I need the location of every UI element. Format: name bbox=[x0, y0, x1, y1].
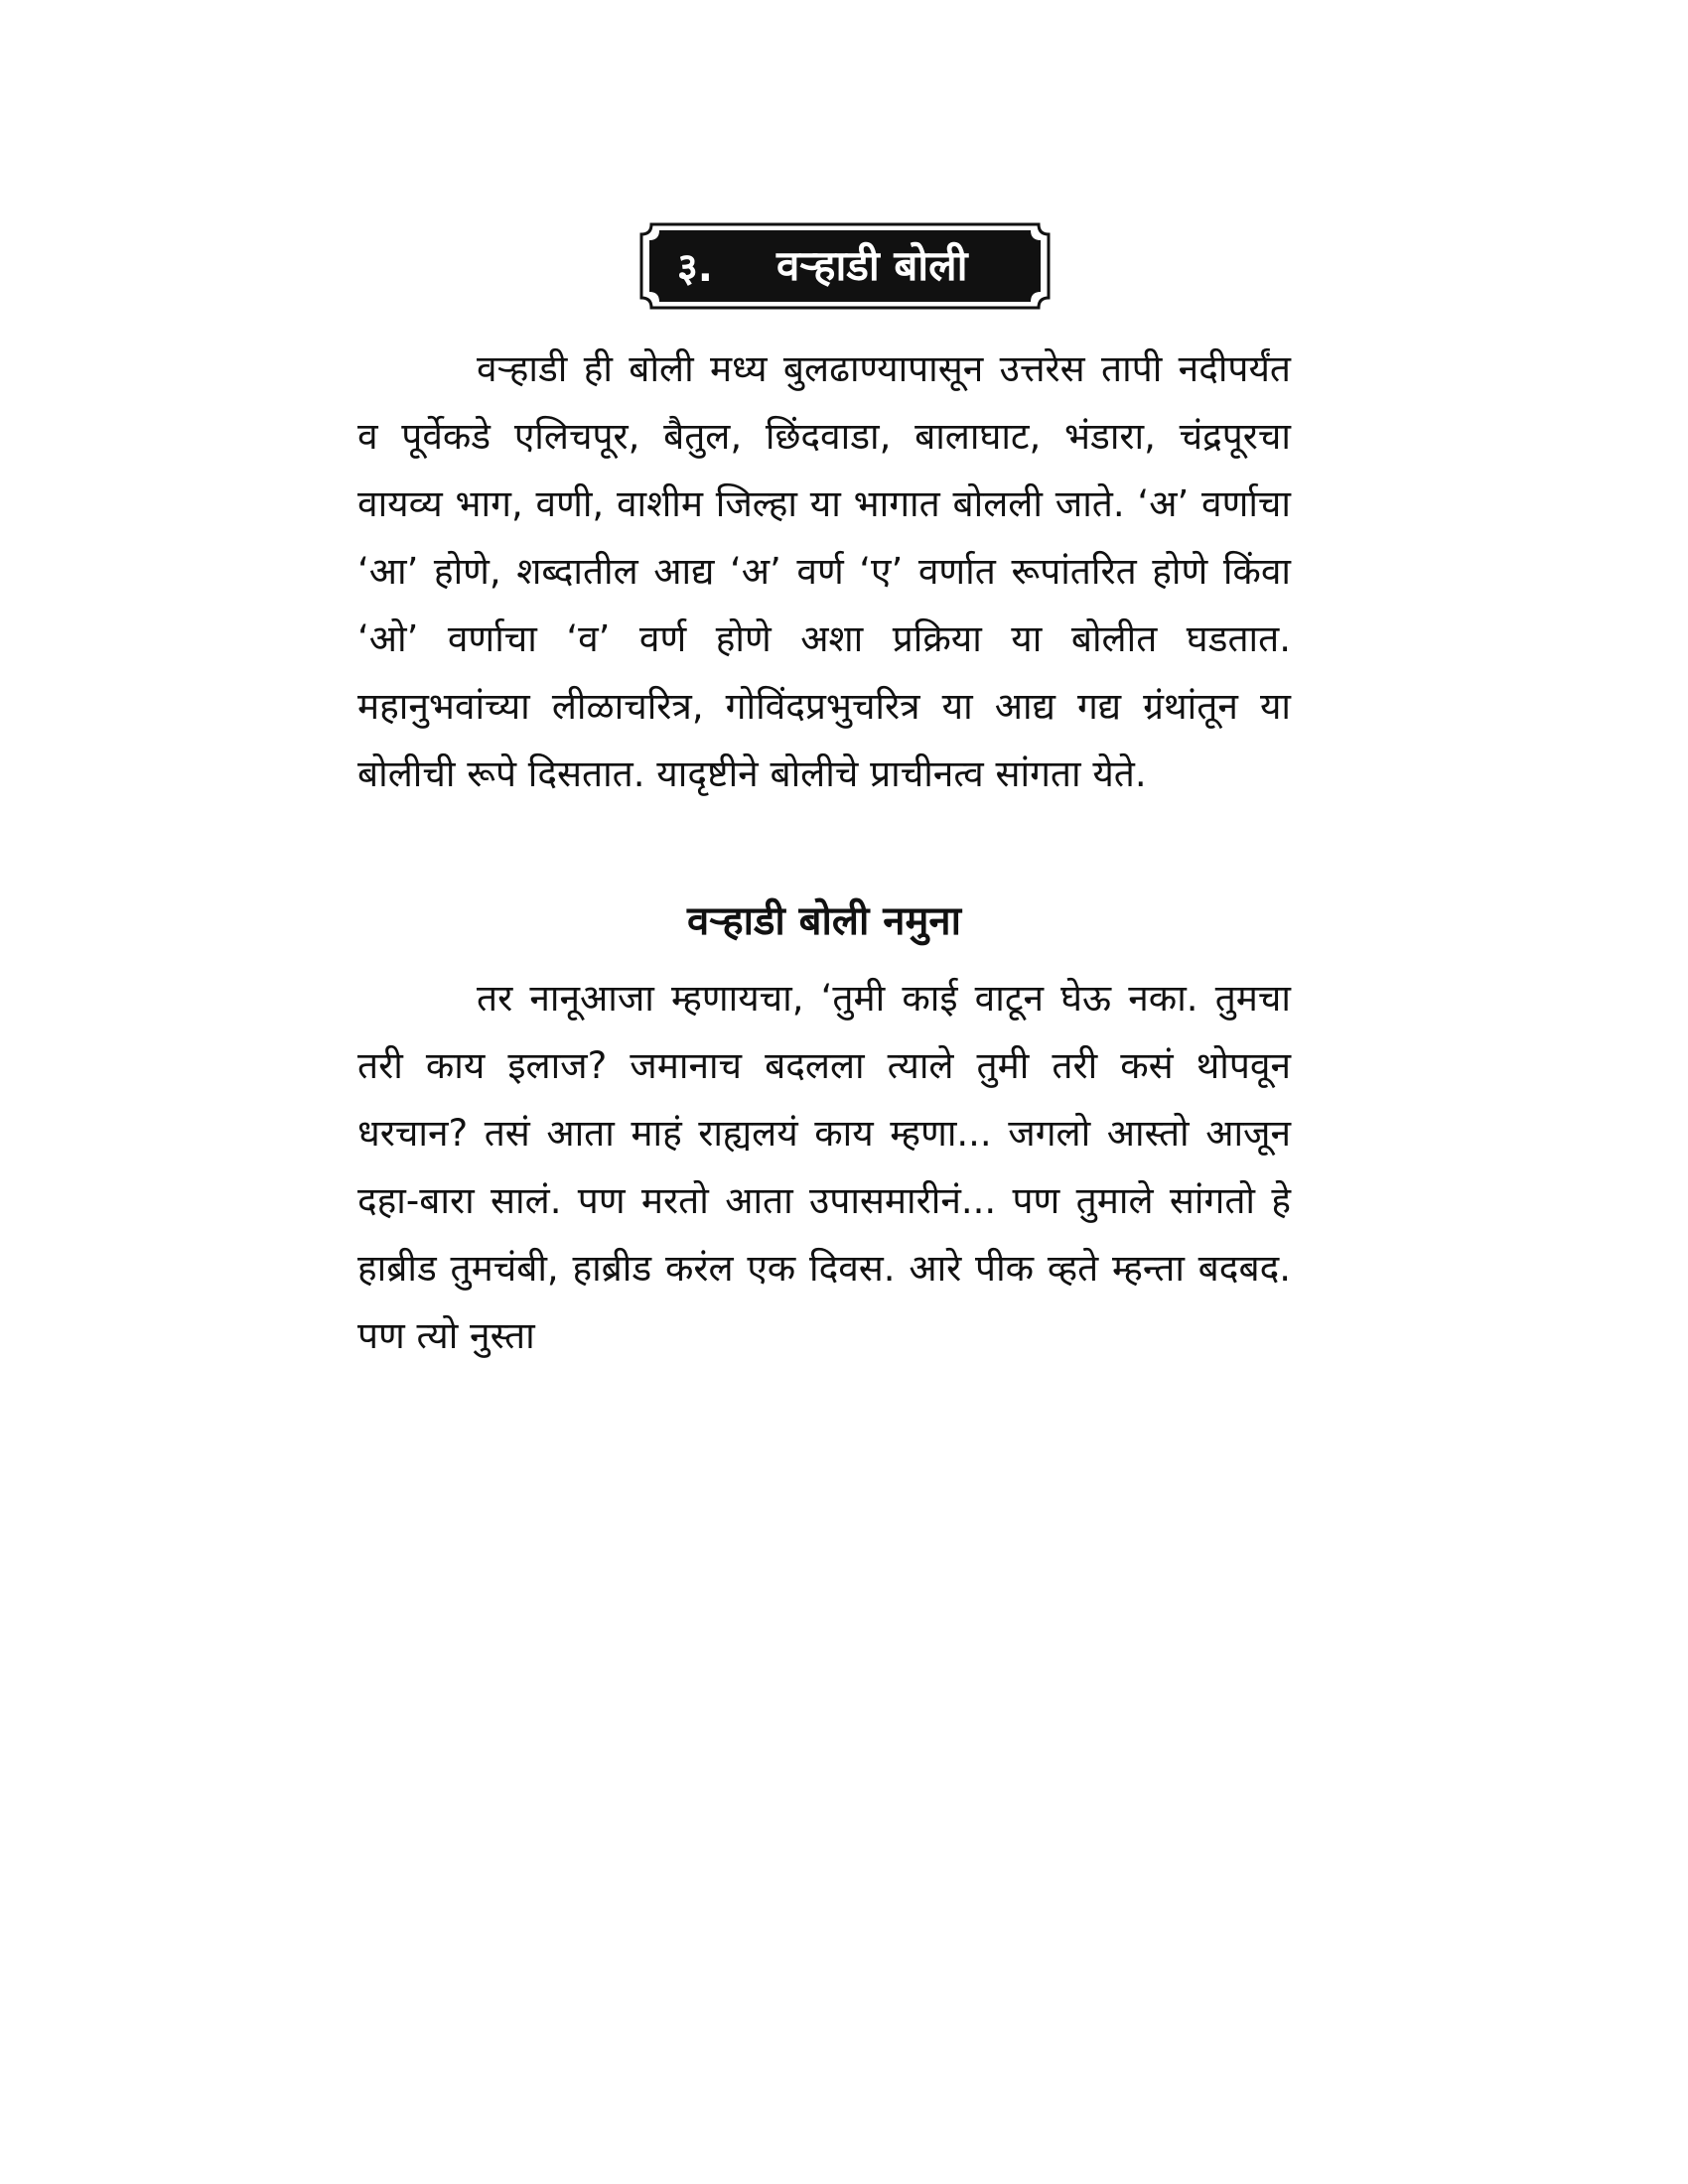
sample-paragraph: तर नानूआजा म्हणायचा, ‘तुमी काई वाटून घेऊ नका. तुमचा तरी काय इलाज? जमानाच बदलला त्याले तुमी तरी कसं थोपवून धरचान? तसं आता माहं राह्यलयं काय म्हणा... जगलो आस्तो आजून दहा-बारा सालं. पण मरतो आता उपासमारीनं... पण तुमाले सांगतो हे हाब्रीड तुमचंबी, हाब्रीड करंल एक दिवस. आरे पीक व्हते म्हन्ता बदबद. पण त्यो नुस्ता bbox=[357, 977, 1291, 1357]
chapter-heading-plaque bbox=[637, 220, 1053, 312]
intro-paragraph: वऱ्हाडी ही बोली मध्य बुलढाण्यापासून उत्तरेस तापी नदीपर्यंत व पूर्वेकडे एलिचपूर, बैतुल, छिंदवाडा, बालाघाट, भंडारा, चंद्रपूरचा वायव्य भाग, वणी, वाशीम जिल्हा या भागात बोलली जाते. ‘अ’ वर्णाचा ‘आ’ होणे, शब्दातील आद्य ‘अ’ वर्ण ‘ए’ वर्णात रूपांतरित होणे किंवा ‘ओ’ वर्णाचा ‘व’ वर्ण होणे अशा प्रक्रिया या बोलीत घडतात. महानुभवांच्या लीळाचरित्र, गोविंदप्रभुचरित्र या आद्य गद्य ग्रंथांतून या बोलीची रूपे दिसतात. यादृष्टीने बोलीचे प्राचीनत्व सांगता येते. bbox=[357, 347, 1291, 795]
chapter-number: ३. bbox=[677, 245, 713, 291]
section-heading: वऱ्हाडी बोली नमुना bbox=[687, 898, 961, 944]
chapter-title: वऱ्हाडी बोली bbox=[776, 241, 968, 290]
